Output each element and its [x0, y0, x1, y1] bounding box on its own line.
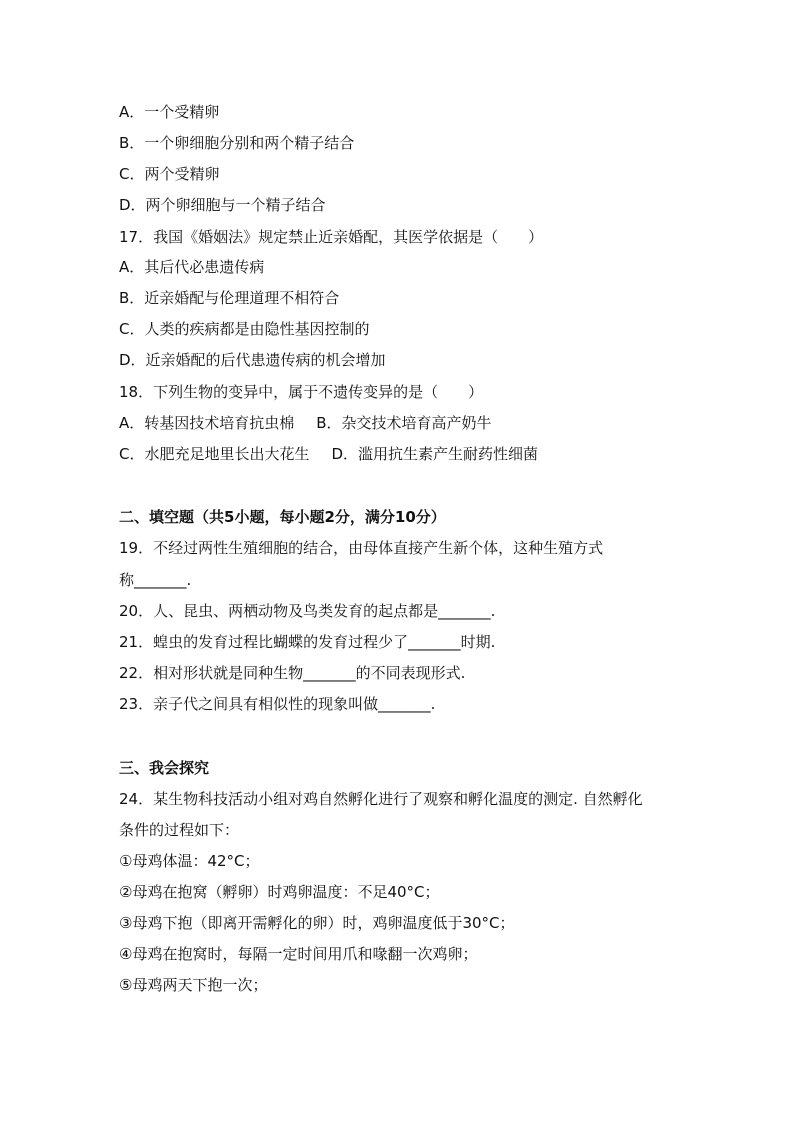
q18-options-row2	[119, 443, 538, 465]
q16-option-b: B．一个卵细胞分别和两个精子结合	[119, 134, 355, 152]
section3-title: 三、我会探究	[119, 759, 210, 777]
q18-option-a: A．转基因技术培育抗虫棉	[119, 414, 295, 432]
q24-item-5: ⑤母鸡两天下抱一次；	[119, 976, 268, 994]
q16-option-a: A．一个受精卵	[119, 103, 220, 121]
q18-options-row1	[119, 412, 492, 434]
q17-stem: 17．我国《婚姻法》规定禁止近亲婚配，其医学依据是（ ）	[119, 228, 544, 246]
q18-option-d: D．滥用抗生素产生耐药性细菌	[331, 445, 539, 463]
q17-option-d: D．近亲婚配的后代患遗传病的机会增加	[119, 351, 386, 369]
q21: 21．蝗虫的发育过程比蝴蝶的发育过程少了_______时期.	[119, 633, 496, 651]
q20: 20．人、昆虫、两栖动物及鸟类发育的起点都是_______.	[119, 602, 496, 620]
q19-line1: 19．不经过两性生殖细胞的结合，由母体直接产生新个体，这种生殖方式	[119, 539, 604, 557]
q18-option-b: B．杂交技术培育高产奶牛	[316, 414, 492, 432]
q24-item-2: ②母鸡在抱窝（孵卵）时鸡卵温度：不足40°C；	[119, 883, 440, 901]
q19-line2: 称_______.	[119, 571, 192, 589]
q24-item-4: ④母鸡在抱窝时，每隔一定时间用爪和喙翻一次鸡卵；	[119, 945, 478, 963]
q17-option-c: C．人类的疾病都是由隐性基因控制的	[119, 320, 370, 338]
q22: 22．相对形状就是同种生物_______的不同表现形式.	[119, 664, 466, 682]
q16-option-c: C．两个受精卵	[119, 165, 220, 183]
q16-option-d: D．两个卵细胞与一个精子结合	[119, 196, 326, 214]
q17-option-b: B．近亲婚配与伦理道理不相符合	[119, 289, 340, 307]
q24-item-1: ①母鸡体温：42°C；	[119, 852, 260, 870]
q18-stem: 18．下列生物的变异中，属于不遗传变异的是（ ）	[119, 383, 484, 401]
section2-title: 二、填空题（共5小题，每小题2分，满分10分）	[119, 508, 446, 526]
q23: 23．亲子代之间具有相似性的现象叫做_______.	[119, 695, 436, 713]
q18-option-c: C．水肥充足地里长出大花生	[119, 445, 310, 463]
q24-line2: 条件的过程如下：	[119, 821, 240, 839]
q17-option-a: A．其后代必患遗传病	[119, 258, 265, 276]
q24-item-3: ③母鸡下抱（即离开需孵化的卵）时，鸡卵温度低于30°C；	[119, 914, 515, 932]
q24-line1: 24．某生物科技活动小组对鸡自然孵化进行了观察和孵化温度的测定. 自然孵化	[119, 790, 643, 808]
